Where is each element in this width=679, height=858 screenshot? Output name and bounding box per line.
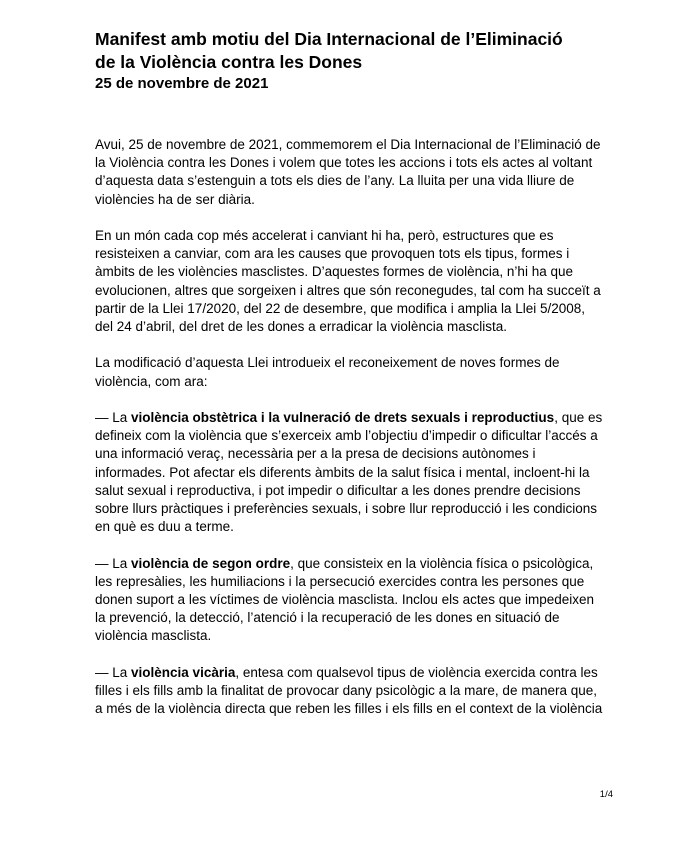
bold-term: violència obstètrica i la vulneració de drets sexuals i reproductius	[131, 410, 555, 425]
text-line: la prevenció, la detecció, l’atenció i la recuperació de les dones en situació de	[95, 610, 560, 626]
text-line: d’aquesta data s’estenguin a tots els dies de l’any. La lluita per una vida lliure de	[95, 173, 575, 189]
text-line: Avui, 25 de novembre de 2021, commemorem el Dia Internacional de l’Eliminació de	[95, 137, 601, 152]
text-line: resisteixen a canviar, com ara les causes que provoquen tots els tipus, formes i	[95, 246, 570, 262]
text-line: la Violència contra les Dones i volem que totes les accions i tots els actes al voltant	[95, 155, 593, 171]
text-line: una informació veraç, necessària per a la presa de decisions autònomes i	[95, 446, 536, 462]
paragraph-obstetric-violence	[95, 409, 625, 536]
text-line: filles i els fills amb la finalitat de provocar dany psicològic a la mare, de manera que,	[95, 683, 597, 699]
paragraph-law-modification	[95, 354, 625, 390]
text-line: donen suport a les víctimes de violència masclista. Inclou els actes que impedeixen	[95, 592, 595, 608]
bold-term: violència vicària	[131, 664, 236, 680]
bold-term: violència de segon ordre	[131, 555, 291, 571]
text-line	[95, 664, 625, 682]
text-line: sobre llurs pràctiques i preferències sexuals, i sobre llur reproducció i les condicions	[95, 501, 597, 517]
text-line: La modificació d’aquesta Llei introdueix el reconeixement de noves formes de	[95, 355, 560, 371]
document-title-line-2: de la Violència contra les Dones	[95, 52, 363, 72]
text-line: del 24 d’abril, del dret de les dones a erradicar la violència masclista.	[95, 319, 507, 335]
text-line: evolucionen, altres que sorgeixen i altres que són reconegudes, tal com ha succeït a	[95, 282, 601, 298]
paragraph-second-order-violence	[95, 555, 625, 646]
text-line: àmbits de les violències masclistes. D’aquestes formes de violència, n’hi ha que	[95, 264, 573, 280]
text-prefix: — La	[95, 410, 132, 425]
document-date: 25 de novembre de 2021	[95, 75, 269, 92]
document-body	[95, 136, 625, 737]
text-line	[95, 555, 625, 573]
text-line: violència masclista.	[95, 628, 212, 644]
text-line: En un món cada cop més accelerat i canviant hi ha, però, estructures que es	[95, 228, 554, 243]
text-line: les represàlies, les humiliacions i la persecució exercides contra les persones que	[95, 573, 585, 589]
text-line: violències ha de ser diària.	[95, 191, 255, 207]
text-line: en què es duu a terme.	[95, 519, 234, 535]
text-suffix: , que es	[554, 410, 603, 425]
text-line: violència, com ara:	[95, 373, 208, 389]
paragraph-context	[95, 227, 625, 336]
paragraph-vicarious-violence	[95, 664, 625, 719]
page-number: 1/4	[599, 789, 613, 800]
text-line: a més de la violència directa que reben les filles i els fills en el context de la violència	[95, 701, 603, 717]
text-suffix: , que consisteix en la violència física o psicològica,	[290, 555, 594, 571]
text-prefix: — La	[95, 664, 132, 680]
text-line: informades. Pot afectar els diferents àmbits de la salut física i mental, incloent-hi la	[95, 464, 590, 480]
text-line: salut sexual i reproductiva, i pot impedir o dificultar a les dones prendre decisions	[95, 482, 581, 498]
text-line: defineix com la violència que s’exerceix amb l’objectiu d’impedir o dificultar l’accés a	[95, 428, 598, 444]
title-block	[95, 28, 635, 94]
text-line: partir de la Llei 17/2020, del 22 de desembre, que modifica i amplia la Llei 5/2008,	[95, 300, 586, 316]
text-suffix: , entesa com qualsevol tipus de violència exercida contra les	[235, 664, 598, 680]
document-title-line-1: Manifest amb motiu del Dia Internacional de l’Eliminació	[95, 29, 563, 49]
text-prefix: — La	[95, 555, 132, 571]
text-line	[95, 409, 625, 427]
paragraph-intro	[95, 136, 625, 209]
